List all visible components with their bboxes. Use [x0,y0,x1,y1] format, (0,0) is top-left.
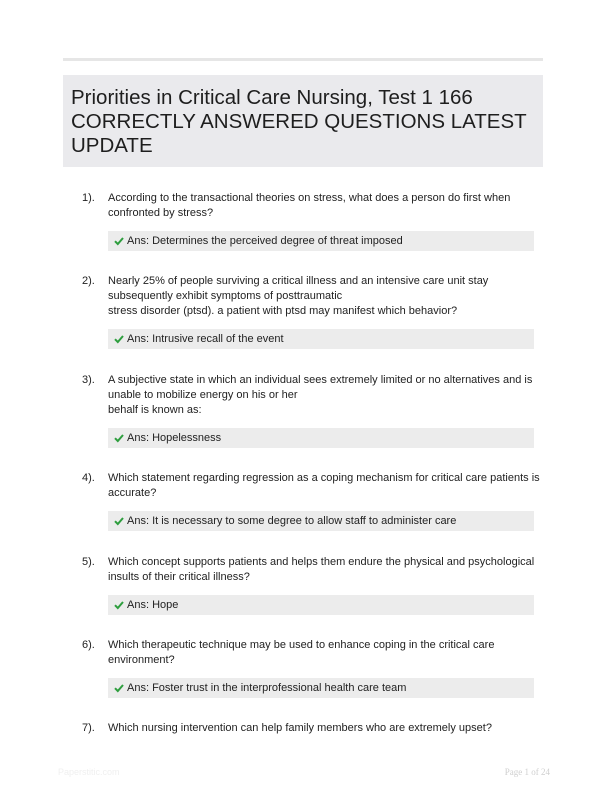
question-line: confronted by stress? [108,207,214,219]
check-icon [114,236,124,246]
title-line: Priorities in Critical Care Nursing, Test 1 166 [71,86,473,109]
question-number: 4). [82,472,95,484]
check-icon [114,334,124,344]
check-icon [114,433,124,443]
page-number: Page 1 of 24 [504,767,550,777]
question-number: 5). [82,556,95,568]
question-text [108,274,538,319]
answer-box [108,678,534,698]
question-line: subsequently exhibit symptoms of posttraumatic [108,290,343,302]
question-line: Which statement regarding regression as a coping mechanism for critical care patients is [108,472,540,484]
question-number: 3). [82,374,95,386]
answer-box [108,595,534,615]
title-line: CORRECTLY ANSWERED QUESTIONS LATEST [71,110,527,133]
question-line: Which therapeutic technique may be used to enhance coping in the critical care [108,639,495,651]
top-divider [63,58,543,61]
question-line: Which concept supports patients and helps them endure the physical and psychological [108,556,535,568]
question-line: insults of their critical illness? [108,571,250,583]
document-title [71,86,535,158]
question-number: 2). [82,275,95,287]
check-icon [114,516,124,526]
answer-text: Ans: Hope [127,599,179,611]
question-line: stress disorder (ptsd). a patient with ptsd may manifest which behavior? [108,305,458,317]
question-line: Which nursing intervention can help family members who are extremely upset? [108,722,492,734]
document-title-box [63,75,543,167]
question-line: unable to mobilize energy on his or her [108,389,298,401]
answer-text: Ans: Determines the perceived degree of threat imposed [127,235,403,247]
question-line: Nearly 25% of people surviving a critical illness and an intensive care unit stay [108,275,489,287]
question-number: 6). [82,639,95,651]
question-text [108,555,538,585]
answer-text: Ans: It is necessary to some degree to allow staff to administer care [127,515,457,527]
answer-box [108,329,534,349]
question-number: 1). [82,192,95,204]
question-line: accurate? [108,487,157,499]
footer-watermark: Paperstitic.com [58,767,120,777]
answer-box [108,428,534,448]
answer-box [108,511,534,531]
question-text [108,373,538,418]
question-line: A subjective state in which an individual sees extremely limited or no alternatives and is [108,374,533,386]
question-number: 7). [82,722,95,734]
check-icon [114,600,124,610]
answer-box [108,231,534,251]
answer-text: Ans: Hopelessness [127,432,222,444]
question-text [108,638,538,668]
question-text [108,471,538,501]
question-line: According to the transactional theories on stress, what does a person do first when [108,192,511,204]
question-line: environment? [108,654,175,666]
question-text [108,721,538,736]
check-icon [114,683,124,693]
answer-text: Ans: Foster trust in the interprofessional health care team [127,682,407,694]
question-text [108,191,538,221]
answer-text: Ans: Intrusive recall of the event [127,333,284,345]
title-line: UPDATE [71,134,153,157]
question-line: behalf is known as: [108,404,202,416]
